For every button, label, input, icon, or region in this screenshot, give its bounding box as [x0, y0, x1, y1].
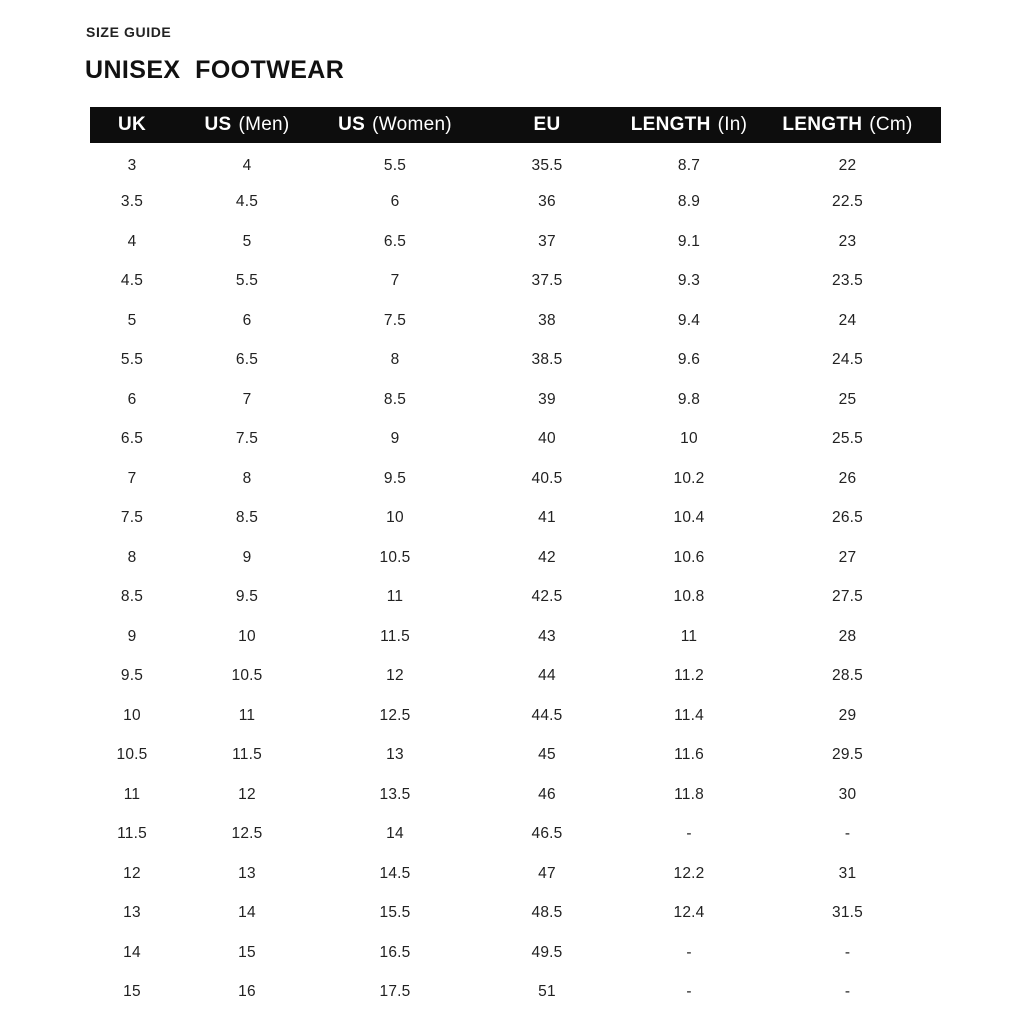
size-table-body	[90, 143, 941, 1012]
table-cell: 25.5	[832, 430, 863, 448]
table-cell: 11.5	[380, 627, 410, 645]
table-cell: 42.5	[531, 588, 563, 606]
table-cell: 8	[242, 469, 252, 487]
table-cell: 13	[386, 746, 404, 764]
table-cell: 5.5	[383, 156, 407, 174]
table-cell: 10.6	[673, 548, 705, 566]
table-row	[90, 301, 941, 341]
table-cell: 13.5	[379, 785, 411, 803]
table-row	[90, 341, 941, 381]
column-header-paren-text: (Women)	[372, 114, 452, 135]
table-cell: 8.9	[677, 193, 701, 211]
table-cell: 16	[238, 983, 256, 1001]
table-cell: 5	[242, 232, 252, 250]
table-cell: 27.5	[832, 588, 863, 606]
table-cell: 14	[238, 904, 256, 922]
column-header-bold-text: US	[338, 114, 366, 135]
table-row	[90, 775, 941, 815]
table-cell: 9	[242, 548, 252, 566]
table-cell: 10.8	[673, 588, 705, 606]
table-row	[90, 736, 941, 776]
table-cell: 10	[123, 706, 141, 724]
table-cell: 3.5	[120, 193, 144, 211]
table-cell: 7	[127, 469, 137, 487]
table-cell: 23.5	[832, 272, 863, 290]
table-cell: 28	[838, 627, 857, 645]
table-cell: 24.5	[832, 351, 863, 369]
table-cell: 10.2	[673, 469, 705, 487]
table-cell: 28.5	[832, 667, 863, 685]
eyebrow-label: SIZE GUIDE	[86, 24, 172, 40]
column-header-us-men	[174, 107, 320, 143]
table-cell: 26.5	[832, 509, 863, 527]
table-cell: 26	[838, 469, 857, 487]
table-cell: 41	[538, 509, 556, 527]
table-row	[90, 933, 941, 973]
table-row	[90, 854, 941, 894]
table-cell: 5.5	[235, 272, 259, 290]
table-row	[90, 183, 941, 223]
table-cell: 14.5	[379, 864, 411, 882]
table-cell: 10.5	[379, 548, 411, 566]
table-cell: 12.5	[379, 706, 411, 724]
table-cell: 12	[386, 667, 404, 685]
table-cell: 6.5	[120, 430, 144, 448]
table-cell: 31.5	[832, 904, 863, 922]
table-cell: 39	[538, 390, 556, 408]
table-row	[90, 143, 941, 183]
table-cell: 8.5	[235, 509, 259, 527]
table-cell: 5.5	[120, 351, 144, 369]
table-cell: 8.5	[120, 588, 144, 606]
table-cell: 42	[538, 548, 556, 566]
table-row	[90, 657, 941, 697]
table-cell: 8.7	[677, 156, 701, 174]
table-row	[90, 222, 941, 262]
table-row	[90, 815, 941, 855]
table-cell: 37	[538, 232, 556, 250]
table-cell: -	[844, 943, 851, 961]
table-cell: 22	[838, 156, 857, 174]
table-cell: 17.5	[379, 983, 411, 1001]
table-row	[90, 973, 941, 1013]
table-cell: 44	[538, 667, 556, 685]
table-cell: 4	[242, 156, 252, 174]
table-cell: 29.5	[832, 746, 863, 764]
table-cell: 14	[123, 943, 141, 961]
table-cell: 12	[123, 864, 141, 882]
table-cell: 48.5	[531, 904, 563, 922]
column-header-bold-text: US	[204, 114, 232, 135]
table-cell: 40.5	[531, 469, 563, 487]
table-cell: 35.5	[531, 156, 563, 174]
table-cell: 5	[127, 311, 137, 329]
table-cell: 9.1	[677, 232, 701, 250]
table-cell: 11	[123, 785, 141, 803]
column-header-bold-text: EU	[533, 114, 561, 135]
table-cell: 7	[242, 390, 252, 408]
table-cell: -	[686, 983, 692, 1001]
table-cell: 12	[238, 785, 256, 803]
table-cell: 4	[127, 232, 137, 250]
table-cell: 10.4	[673, 509, 705, 527]
table-cell: 11	[680, 627, 698, 645]
table-cell: 8	[390, 351, 400, 369]
table-cell: 45	[538, 746, 556, 764]
table-cell: -	[686, 825, 692, 843]
column-header-bold-text: UK	[117, 114, 147, 135]
table-cell: 9.5	[235, 588, 259, 606]
table-cell: 10.5	[116, 746, 148, 764]
column-header-paren-text: (Cm)	[869, 114, 913, 135]
table-cell: 12.4	[673, 904, 705, 922]
table-row	[90, 262, 941, 302]
table-row	[90, 894, 941, 934]
table-cell: 10.5	[231, 667, 263, 685]
table-row	[90, 696, 941, 736]
table-cell: 51	[538, 983, 556, 1001]
table-row	[90, 380, 941, 420]
table-cell: 25	[838, 390, 857, 408]
table-cell: 47	[538, 864, 556, 882]
table-cell: 16.5	[379, 943, 411, 961]
column-header-bold-text: LENGTH	[782, 114, 863, 135]
table-cell: 9.8	[677, 390, 701, 408]
table-cell: 11	[238, 706, 256, 724]
table-cell: 8.5	[383, 390, 407, 408]
table-cell: 44.5	[531, 706, 563, 724]
column-header-paren-text: (Men)	[238, 114, 290, 135]
table-cell: 15	[123, 983, 141, 1001]
table-cell: 36	[538, 193, 556, 211]
table-cell: 23	[838, 232, 857, 250]
table-cell: 11.6	[674, 746, 704, 764]
table-cell: 31	[838, 864, 857, 882]
table-cell: 7.5	[235, 430, 259, 448]
table-cell: 22.5	[832, 193, 863, 211]
table-cell: 6.5	[235, 351, 259, 369]
page-title: UNISEX FOOTWEAR	[85, 56, 345, 84]
table-cell: 15.5	[379, 904, 411, 922]
table-cell: 6	[390, 193, 400, 211]
size-table	[90, 107, 941, 1012]
table-cell: 29	[838, 706, 857, 724]
table-cell: 10	[680, 430, 698, 448]
table-cell: 9.5	[120, 667, 144, 685]
table-cell: 15	[238, 943, 256, 961]
table-cell: 9	[390, 430, 400, 448]
table-cell: 40	[538, 430, 556, 448]
table-cell: 9	[127, 627, 137, 645]
table-row	[90, 459, 941, 499]
table-cell: 46	[538, 785, 556, 803]
table-cell: 27	[838, 548, 857, 566]
table-cell: 6	[127, 390, 137, 408]
table-cell: 11.5	[232, 746, 262, 764]
table-row	[90, 578, 941, 618]
column-header-paren-text: (In)	[717, 114, 748, 135]
table-cell: 13	[123, 904, 141, 922]
table-cell: 3	[127, 156, 137, 174]
column-header-eu	[470, 107, 624, 143]
table-row	[90, 617, 941, 657]
table-cell: 11.4	[674, 706, 704, 724]
table-cell: 37.5	[531, 272, 563, 290]
table-cell: 49.5	[531, 943, 563, 961]
table-cell: 11.5	[117, 825, 147, 843]
table-cell: 13	[238, 864, 256, 882]
table-cell: 14	[386, 825, 404, 843]
table-cell: 11.8	[674, 785, 704, 803]
table-cell: -	[686, 943, 692, 961]
column-header-us-women	[320, 107, 470, 143]
table-cell: -	[844, 825, 851, 843]
table-header-row	[90, 107, 941, 143]
table-cell: 4.5	[120, 272, 144, 290]
table-cell: 7.5	[120, 509, 144, 527]
table-cell: 4.5	[235, 193, 259, 211]
table-cell: 6.5	[383, 232, 407, 250]
table-row	[90, 420, 941, 460]
table-cell: 38.5	[531, 351, 563, 369]
table-cell: 7.5	[383, 311, 407, 329]
table-cell: 12.2	[673, 864, 705, 882]
column-header-length-in	[624, 107, 754, 143]
table-row	[90, 538, 941, 578]
column-header-uk	[90, 107, 174, 143]
table-cell: 11.2	[674, 667, 704, 685]
table-cell: 9.4	[677, 311, 701, 329]
table-cell: 6	[242, 311, 252, 329]
table-row	[90, 499, 941, 539]
table-cell: 30	[838, 785, 857, 803]
table-cell: 9.5	[383, 469, 407, 487]
table-cell: -	[844, 983, 851, 1001]
table-cell: 38	[538, 311, 556, 329]
column-header-length-cm	[754, 107, 941, 143]
table-cell: 43	[538, 627, 556, 645]
table-cell: 10	[238, 627, 256, 645]
table-cell: 7	[390, 272, 400, 290]
table-cell: 24	[838, 311, 857, 329]
table-cell: 46.5	[531, 825, 563, 843]
table-cell: 12.5	[231, 825, 263, 843]
table-cell: 10	[386, 509, 404, 527]
column-header-bold-text: LENGTH	[630, 114, 711, 135]
table-cell: 8	[127, 548, 137, 566]
table-cell: 11	[386, 588, 404, 606]
table-cell: 9.6	[677, 351, 701, 369]
table-cell: 9.3	[677, 272, 701, 290]
